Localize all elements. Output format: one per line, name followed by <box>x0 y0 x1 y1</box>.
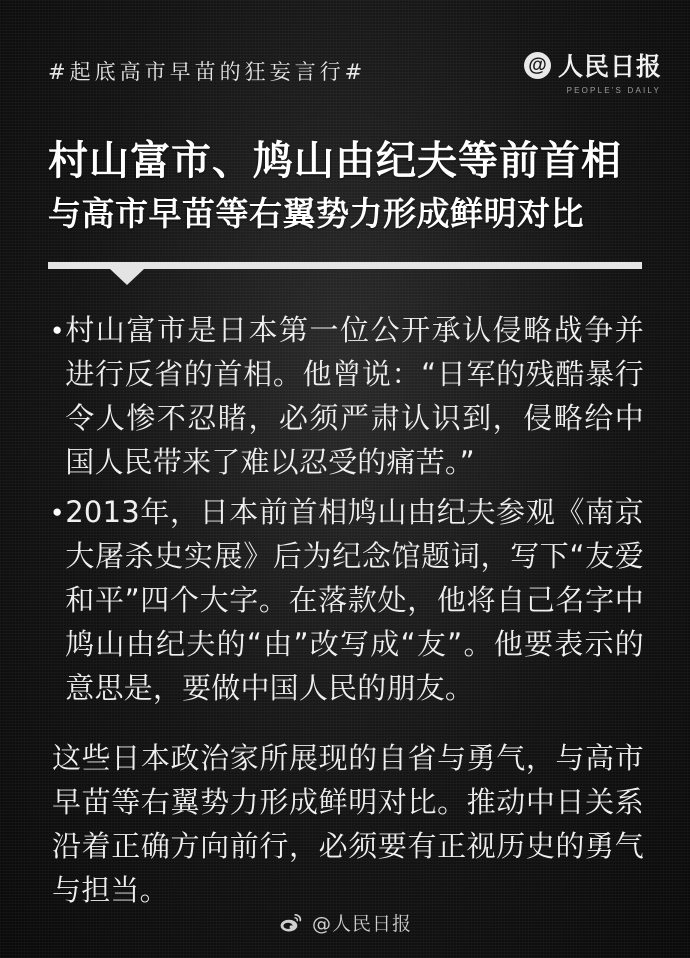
publisher-logo-row <box>524 47 662 83</box>
closing-paragraph: 这些日本政治家所展现的自省与勇气，与高市早苗等右翼势力形成鲜明对比。推动中日关系沿着正确方向前行，必须要有正视历史的勇气与担当。 <box>52 741 644 907</box>
bullet-dot-icon: ● <box>52 320 63 339</box>
list-item <box>52 308 644 484</box>
list-item-text: 村山富市是日本第一位公开承认侵略战争并进行反省的首相。他曾说：“日军的残酷暴行令人惨不忍睹，必须严肃认识到，侵略给中国人民带来了难以忍受的痛苦。” <box>65 313 644 479</box>
at-sign-icon: @ <box>524 52 551 79</box>
poster-header <box>0 44 690 98</box>
list-item-text: 2013年，日本前首相鸠山由纪夫参观《南京大屠杀史实展》后为纪念馆题词，写下“友爱和平”四个大字。在落款处，他将自己名字中鸠山由纪夫的“由”改写成“友”。他要表示的意思是，要做中国人民的朋友。 <box>65 495 644 705</box>
publisher-subtitle: PEOPLE'S DAILY <box>566 86 661 95</box>
page-subtitle: 与高市早苗等右翼势力形成鲜明对比 <box>48 194 584 234</box>
weibo-icon <box>278 910 303 935</box>
footer-account-name[interactable]: @人民日报 <box>311 913 412 935</box>
divider <box>48 262 642 286</box>
list-item <box>52 490 644 710</box>
publisher-logo <box>524 47 662 95</box>
publisher-name: 人民日报 <box>557 52 662 81</box>
topic-hashtag[interactable]: #起底高市早苗的狂妄言行# <box>48 60 367 84</box>
headline-block <box>48 138 648 236</box>
divider-bar <box>48 262 642 269</box>
bullet-dot-icon: ● <box>52 502 63 521</box>
poster-footer <box>0 909 690 936</box>
page-title: 村山富市、鸠山由纪夫等前首相 <box>48 138 622 184</box>
article-body <box>52 308 644 912</box>
divider-notch-icon <box>110 269 144 285</box>
